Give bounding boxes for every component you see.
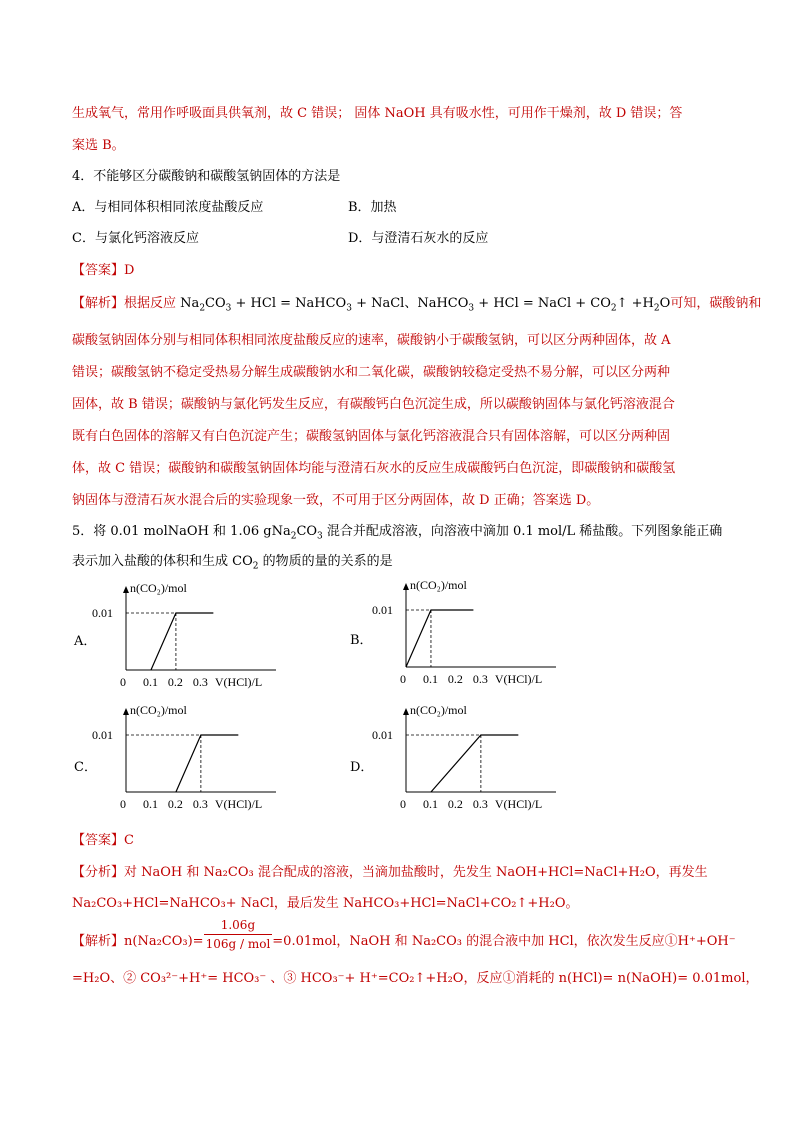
x-tick-label: 0.3 (472, 797, 488, 811)
explanation-tag: 【解析】 (72, 296, 125, 311)
explanation-line: =H₂O、② CO₃²⁻+H⁺= HCO₃⁻ 、③ HCO₃⁻+ H⁺=CO₂↑+H₂O，反应①消耗的 n(HCl)= n(NaOH)= 0.01mol， (72, 971, 759, 986)
fraction-numerator: 1.06g (204, 916, 273, 935)
explanation-line: 错误；碳酸氢钠不稳定受热易分解生成碳酸钠水和二氧化碳，碳酸钠较稳定受热不易分解，可以区分两种 (72, 365, 671, 380)
chart-svg (360, 575, 600, 695)
analysis-line (72, 864, 708, 882)
explanation-text: 根据反应 (124, 296, 177, 311)
y-tick-label: 0.01 (92, 606, 113, 620)
x-axis-label: V(HCl)/L (494, 797, 543, 811)
option-c: C．与氯化钙溶液反应 (72, 231, 199, 246)
explanation-line (72, 295, 761, 318)
explanation-line: 既有白色固体的溶解又有白色沉淀产生；碳酸氢钠固体与氯化钙溶液混合只有固体溶解，可以区分两种固 (72, 429, 671, 444)
x-tick-label: 0.1 (422, 797, 438, 811)
answer-row (72, 262, 134, 280)
stem-sub: 3 (317, 531, 323, 542)
x-tick-label: 0 (120, 675, 126, 689)
x-axis-label: V(HCl)/L (494, 672, 543, 686)
option-a: A．与相同体积相同浓度盐酸反应 (72, 200, 264, 215)
chart-option-d (340, 700, 600, 820)
series-line (151, 613, 213, 670)
eq-part: CO (205, 296, 226, 311)
stem-part: 混合并配成溶液，向溶液中滴加 0.1 mol/L 稀盐酸。下列图象能正确 (322, 524, 723, 539)
eq-sub: 2 (610, 303, 617, 314)
question-5-stem (72, 553, 393, 576)
option-b: B．加热 (348, 200, 397, 215)
eq-part: + HCl = NaCl + CO (474, 296, 611, 311)
fraction (204, 916, 273, 953)
y-axis-label: n(CO₂)/mol (410, 703, 467, 717)
chart-option-label: C． (74, 760, 97, 775)
explanation-line (72, 918, 736, 953)
x-tick-label: 0.2 (167, 797, 183, 811)
chart-option-label: D． (350, 760, 374, 775)
explanation-text: =0.01mol，NaOH 和 Na₂CO₃ 的混合液中加 HCl，依次发生反应①H⁺+OH⁻ (272, 934, 736, 949)
eq-sub: 2 (199, 303, 206, 314)
chart-svg (80, 578, 320, 698)
explanation-text: n(Na₂CO₃)= (124, 934, 204, 949)
eq-sub: 3 (346, 303, 352, 314)
chart-option-b (340, 575, 600, 695)
series-line (406, 610, 473, 667)
explanation-line: 钠固体与澄清石灰水混合后的实验现象一致，不可用于区分两固体，故 D 正确；答案选 D。 (72, 493, 600, 508)
series-line (431, 735, 518, 792)
x-axis-label: V(HCl)/L (214, 675, 263, 689)
chart-option-label: B． (350, 633, 373, 648)
y-axis-label: n(CO₂)/mol (410, 578, 467, 592)
x-tick-label: 0 (400, 672, 406, 686)
x-tick-label: 0.3 (472, 672, 488, 686)
eq-part: Na (180, 296, 200, 311)
x-tick-label: 0.3 (192, 675, 208, 689)
y-tick-label: 0.01 (372, 603, 393, 617)
x-tick-label: 0.2 (167, 675, 183, 689)
series-line (176, 735, 238, 792)
y-axis-arrow (123, 586, 129, 593)
eq-sub: 2 (653, 303, 660, 314)
x-axis-label: V(HCl)/L (214, 797, 263, 811)
x-tick-label: 0.3 (192, 797, 208, 811)
chart-svg (80, 700, 320, 820)
stem-part: CO (296, 524, 318, 539)
eq-part: ↑ +H (616, 296, 654, 311)
y-tick-label: 0.01 (92, 728, 113, 742)
answer-row (72, 832, 134, 850)
x-tick-label: 0 (400, 797, 406, 811)
eq-part: + HCl = NaHCO (231, 296, 347, 311)
reaction-equation (180, 296, 671, 314)
question-4-stem: 4．不能够区分碳酸钠和碳酸氢钠固体的方法是 (72, 169, 341, 184)
analysis-text: 对 NaOH 和 Na₂CO₃ 混合配成的溶液，当滴加盐酸时，先发生 NaOH+HCl=NaCl+H₂O，再发生 (124, 865, 708, 880)
eq-sub: 3 (468, 303, 475, 314)
stem-sub: 2 (290, 531, 297, 542)
fraction-denominator: 106g / mol (205, 937, 271, 951)
explanation-line: 固体，故 B 错误；碳酸钠与氯化钙发生反应，有碳酸钙白色沉淀生成，所以碳酸钠固体与氯化钙溶液混合 (72, 397, 675, 412)
stem-part: 表示加入盐酸的体积和生成 CO (72, 554, 253, 569)
chart-option-c (60, 700, 320, 820)
eq-part: O (659, 296, 671, 311)
x-tick-label: 0.2 (447, 672, 463, 686)
chart-option-label: A． (74, 634, 97, 649)
eq-sub: 3 (225, 303, 232, 314)
stem-part: 的物质的量的关系的是 (258, 554, 393, 569)
y-axis-arrow (403, 583, 409, 590)
x-tick-label: 0.1 (142, 797, 158, 811)
stem-sub: 2 (252, 561, 259, 572)
explanation-line: 案选 B。 (72, 138, 125, 153)
chart-svg (360, 700, 600, 820)
answer-value: C (124, 833, 134, 848)
stem-part: 5．将 0.01 molNaOH 和 1.06 gNa (72, 524, 291, 539)
x-tick-label: 0 (120, 797, 126, 811)
answer-value: D (124, 263, 135, 278)
explanation-line: 生成氧气，常用作呼吸面具供氧剂，故 C 错误； 固体 NaOH 具有吸水性，可用作干燥剂，故 D 错误；答 (72, 106, 683, 121)
explanation-line: 碳酸氢钠固体分别与相同体积相同浓度盐酸反应的速率，碳酸钠小于碳酸氢钠，可以区分两种固体，故 A (72, 333, 671, 348)
explanation-tag: 【解析】 (72, 934, 125, 949)
chart-option-a (60, 578, 320, 698)
answer-tag: 【答案】 (72, 263, 125, 278)
x-tick-label: 0.2 (447, 797, 463, 811)
explanation-text: 可知，碳酸钠和 (670, 296, 762, 311)
explanation-line: 体，故 C 错误；碳酸钠和碳酸氢钠固体均能与澄清石灰水的反应生成碳酸钙白色沉淀，即碳酸钠和碳酸氢 (72, 461, 676, 476)
analysis-tag: 【分析】 (72, 865, 125, 880)
y-tick-label: 0.01 (372, 728, 393, 742)
x-tick-label: 0.1 (142, 675, 158, 689)
y-axis-label: n(CO₂)/mol (130, 703, 187, 717)
y-axis-label: n(CO₂)/mol (130, 581, 187, 595)
option-d: D．与澄清石灰水的反应 (348, 231, 489, 246)
x-tick-label: 0.1 (422, 672, 438, 686)
question-5-stem (72, 523, 722, 546)
answer-tag: 【答案】 (72, 833, 125, 848)
y-axis-arrow (123, 708, 129, 715)
analysis-line: Na₂CO₃+HCl=NaHCO₃+ NaCl，最后发生 NaHCO₃+HCl=NaCl+CO₂↑+H₂O。 (72, 896, 579, 911)
y-axis-arrow (403, 708, 409, 715)
eq-part: + NaCl、NaHCO (351, 296, 469, 311)
